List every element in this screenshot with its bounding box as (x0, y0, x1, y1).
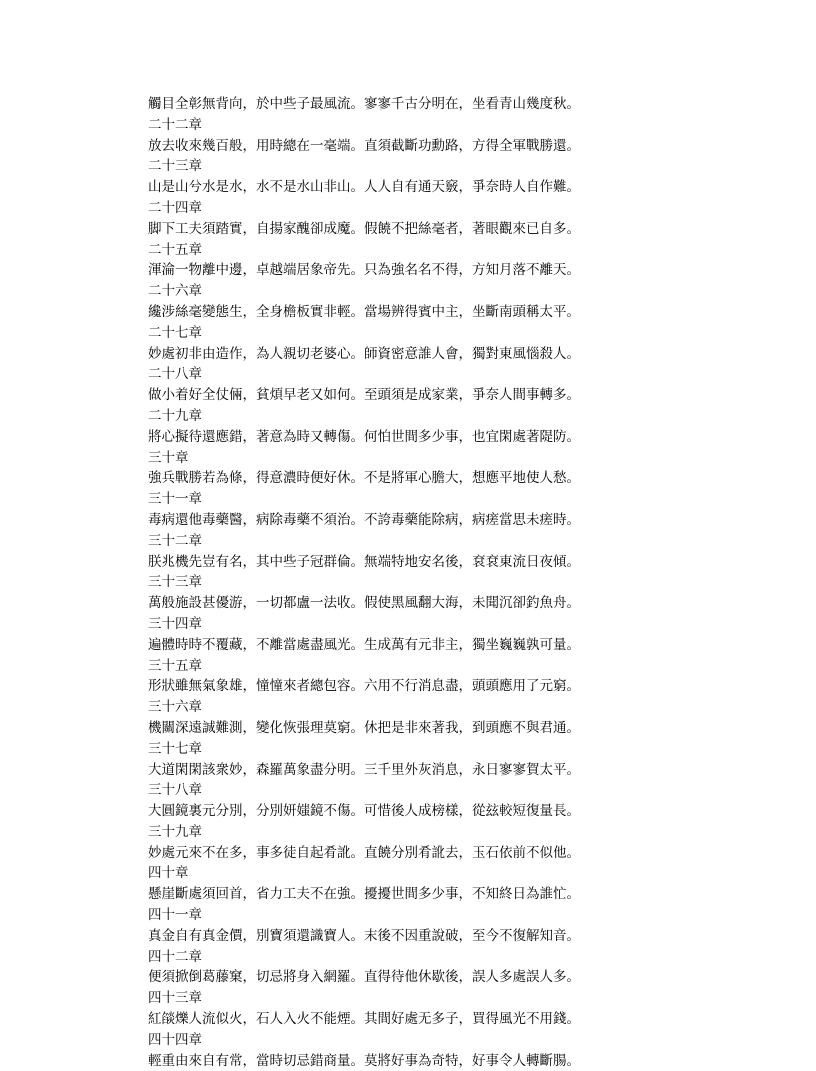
verse-line: 做小着好全仗倆，貧煩早老又如何。至頭須是成家業，爭奈人間事轉多。 (148, 387, 580, 404)
verse-line: 大道閑閑該衆妙，森羅萬象盡分明。三千里外灰消息，永日寥寥賀太平。 (148, 761, 580, 778)
chapter-heading: 二十五章 (148, 241, 202, 258)
verse-line: 便須掀倒葛藤窠，切忌將身入網羅。直得待他休歇後，誤人多處誤人多。 (148, 969, 580, 986)
chapter-heading: 二十七章 (148, 324, 202, 341)
chapter-heading: 四十一章 (148, 907, 202, 924)
chapter-heading: 三十四章 (148, 615, 202, 632)
document-page (148, 94, 608, 1071)
verse-line: 機關深遠誠難測，變化恢張理莫窮。休把是非來著我，到頭應不與君通。 (148, 719, 580, 736)
chapter-heading: 四十章 (148, 865, 189, 882)
verse-line: 真金自有真金價，別寶須還識寶人。末後不因重說破，至今不復解知音。 (148, 927, 580, 944)
chapter-heading: 二十三章 (148, 158, 202, 175)
verse-line: 懸崖斷處須回首，省力工夫不在強。擾擾世間多少事，不知終日為誰忙。 (148, 886, 580, 903)
chapter-heading: 二十四章 (148, 199, 202, 216)
verse-line: 放去收來幾百般，用時總在一毫端。直須截斷功勳路，方得全軍戰勝還。 (148, 137, 580, 154)
verse-line: 渾淪一物離中邊，卓越端居象帝先。只為強名名不得，方知月落不離天。 (148, 262, 580, 279)
verse-line: 輕重由來自有常，當時切忌錯商量。莫將好事為奇特，好事令人轉斷腸。 (148, 1052, 580, 1069)
verse-line: 紅燄爍人流似火，石人入火不能煙。其間好處无多子，買得風光不用錢。 (148, 1011, 580, 1028)
verse-line: 將心擬待還應錯，著意為時又轉傷。何怕世間多少事，也宜閑處著隄防。 (148, 428, 580, 445)
verse-line: 妙處元來不在多，事多徒自起肴訛。直饒分別肴訛去，玉石依前不似他。 (148, 844, 580, 861)
chapter-heading: 二十二章 (148, 116, 202, 133)
chapter-heading: 三十八章 (148, 782, 202, 799)
chapter-heading: 二十六章 (148, 283, 202, 300)
verse-line: 妙處初非由造作，為人親切老婆心。師資密意誰人會，獨對東風惱殺人。 (148, 345, 580, 362)
chapter-heading: 三十九章 (148, 823, 202, 840)
chapter-heading: 三十七章 (148, 740, 202, 757)
verse-line: 毒病還他毒藥醫，病除毒藥不須治。不誇毒藥能除病，病瘥當思未瘥時。 (148, 511, 580, 528)
chapter-heading: 四十三章 (148, 990, 202, 1007)
verse-line: 遍體時時不覆藏，不離當處盡風光。生成萬有元非主，獨坐巍巍孰可量。 (148, 636, 580, 653)
verse-line: 觸目全彰無背向，於中些子最風流。寥寥千古分明在，坐看青山幾度秋。 (148, 96, 580, 112)
chapter-heading: 三十三章 (148, 574, 202, 591)
chapter-heading: 四十四章 (148, 1031, 202, 1048)
verse-line: 纔涉絲毫變態生，全身檐板實非輕。當場辨得賓中主，坐斷南頭稱太平。 (148, 303, 580, 320)
verse-line: 萬般施設甚優游，一切都盧一法收。假使黑風翻大海，未聞沉卻釣魚舟。 (148, 595, 580, 612)
verse-line: 山是山兮水是水，水不是水山非山。人人自有通天竅，爭奈時人自作難。 (148, 179, 580, 196)
chapter-heading: 三十章 (148, 449, 189, 466)
chapter-heading: 三十一章 (148, 491, 202, 508)
verse-line: 強兵戰勝若為條，得意濃時便好休。不是將軍心膽大，想應平地使人愁。 (148, 470, 580, 487)
chapter-heading: 三十六章 (148, 699, 202, 716)
verse-line: 形狀雖無氣象雄，憧憧來者總包容。六用不行消息盡，頭頭應用了元窮。 (148, 678, 580, 695)
verse-line: 大圓鏡裏元分別，分別妍媸鏡不傷。可惜後人成榜樣，從玆較短復量長。 (148, 803, 580, 820)
chapter-heading: 二十九章 (148, 407, 202, 424)
verse-line: 脚下工夫須踏實，自揚家醜卻成魔。假饒不把絲毫者，著眼觀來已自多。 (148, 220, 580, 237)
chapter-heading: 二十八章 (148, 366, 202, 383)
chapter-heading: 四十二章 (148, 948, 202, 965)
chapter-heading: 三十五章 (148, 657, 202, 674)
verse-line: 朕兆機先豈有名，其中些子冠群倫。無端特地安名後，袞袞東流日夜傾。 (148, 553, 580, 570)
chapter-heading: 三十二章 (148, 532, 202, 549)
